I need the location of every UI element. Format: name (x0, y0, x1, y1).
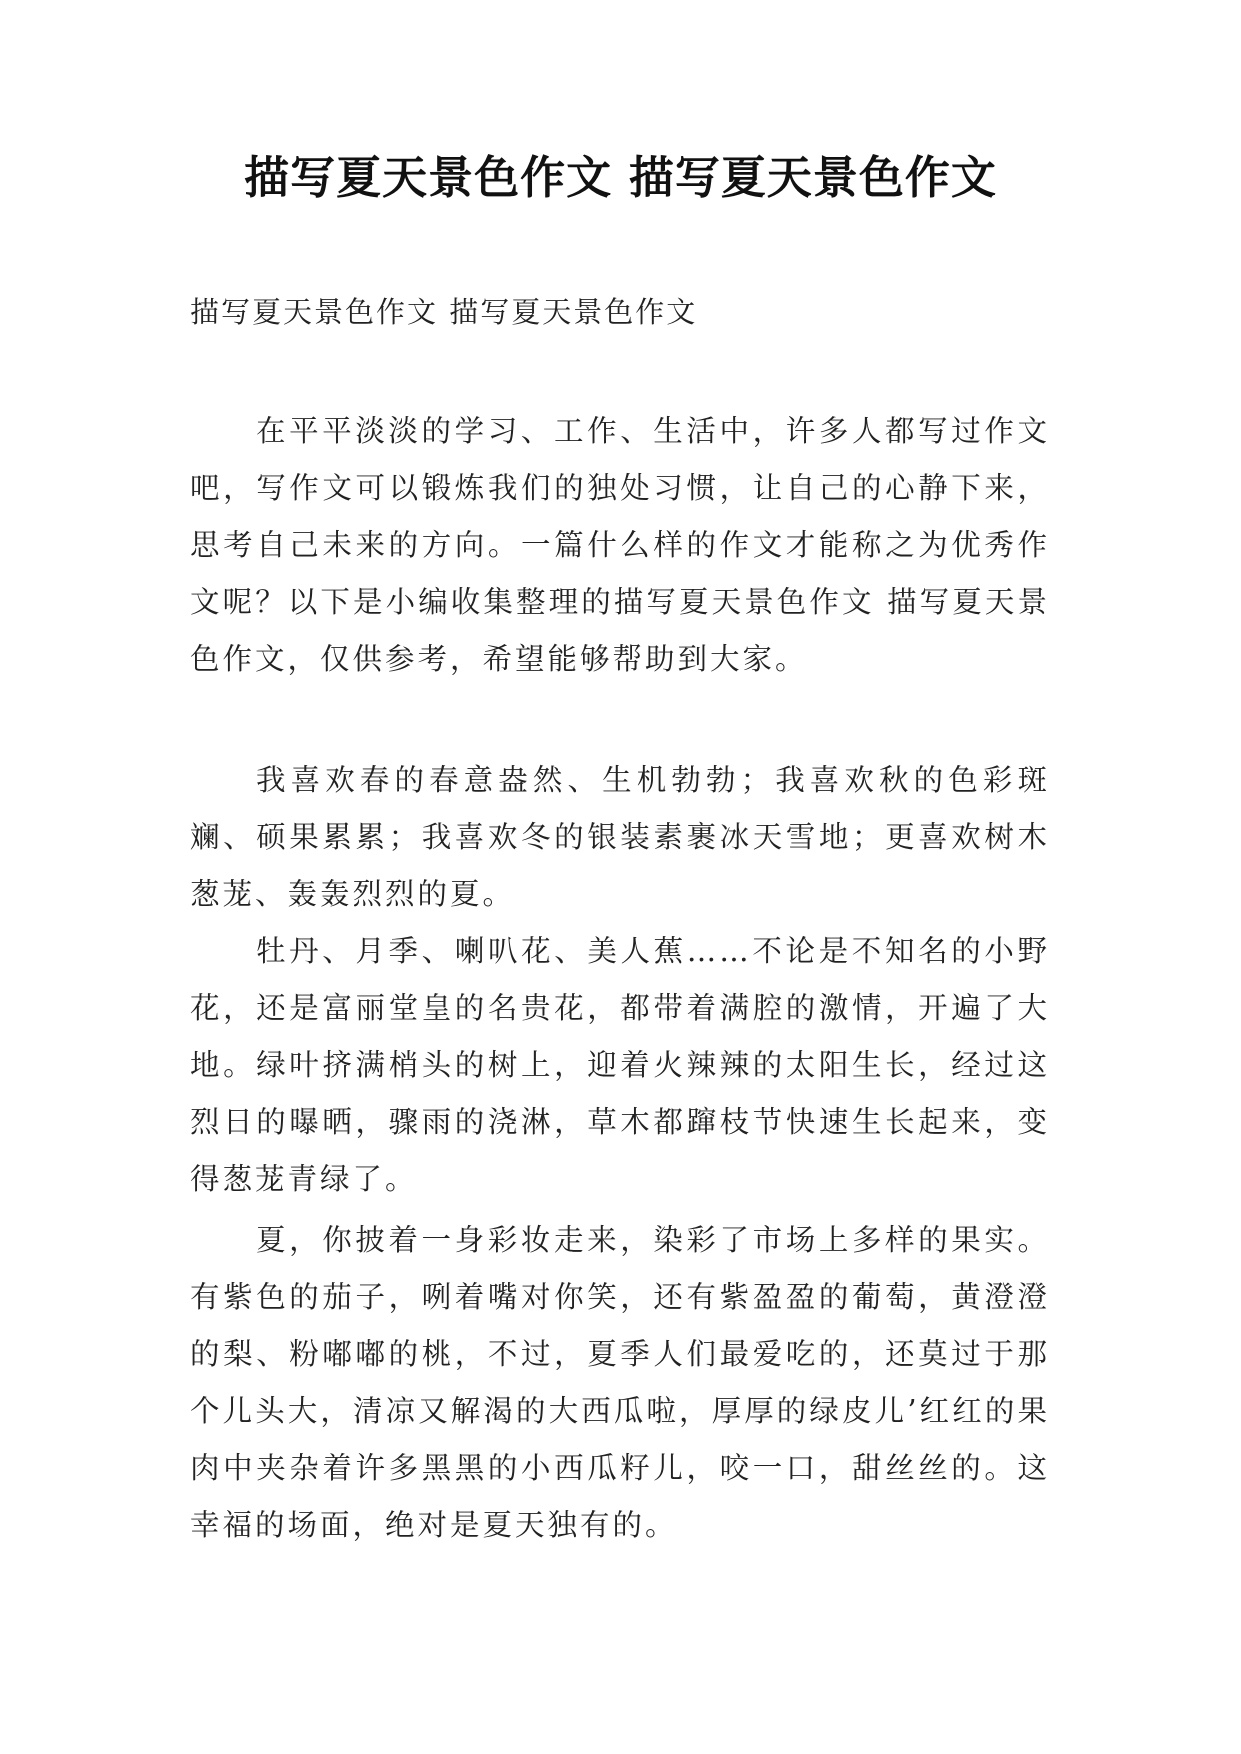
paragraph-fruits: 夏，你披着一身彩妆走来，染彩了市场上多样的果实。有紫色的茄子，咧着嘴对你笑，还有紫盈盈的葡萄，黄澄澄的梨、粉嘟嘟的桃，不过，夏季人们最爱吃的，还莫过于那个儿头大，清凉又解渴的大西瓜啦，厚厚的绿皮儿’红红的果肉中夹杂着许多黑黑的小西瓜籽儿，咬一口，甜丝丝的。这幸福的场面，绝对是夏天独有的。 (190, 1223, 1050, 1542)
paragraph-flowers: 牡丹、月季、喇叭花、美人蕉……不论是不知名的小野花，还是富丽堂皇的名贵花，都带着满腔的激情，开遍了大地。绿叶挤满梢头的树上，迎着火辣辣的太阳生长，经过这烈日的曝晒，骤雨的浇淋，草木都蹿枝节快速生长起来，变得葱茏青绿了。 (190, 934, 1050, 1196)
paragraph-intro: 在平平淡淡的学习、工作、生活中，许多人都写过作文吧，写作文可以锻炼我们的独处习惯，让自己的心静下来，思考自己未来的方向。一篇什么样的作文才能称之为优秀作文呢？以下是小编收集整理的描写夏天景色作文 描写夏天景色作文，仅供参考，希望能够帮助到大家。 (190, 414, 1050, 676)
paragraph-seasons: 我喜欢春的春意盎然、生机勃勃；我喜欢秋的色彩斑斓、硕果累累；我喜欢冬的银装素裹冰天雪地；更喜欢树木葱茏、轰轰烈烈的夏。 (190, 763, 1050, 911)
document-title: 描写夏天景色作文 描写夏天景色作文 (244, 151, 997, 204)
document-subtitle: 描写夏天景色作文 描写夏天景色作文 (190, 295, 698, 329)
